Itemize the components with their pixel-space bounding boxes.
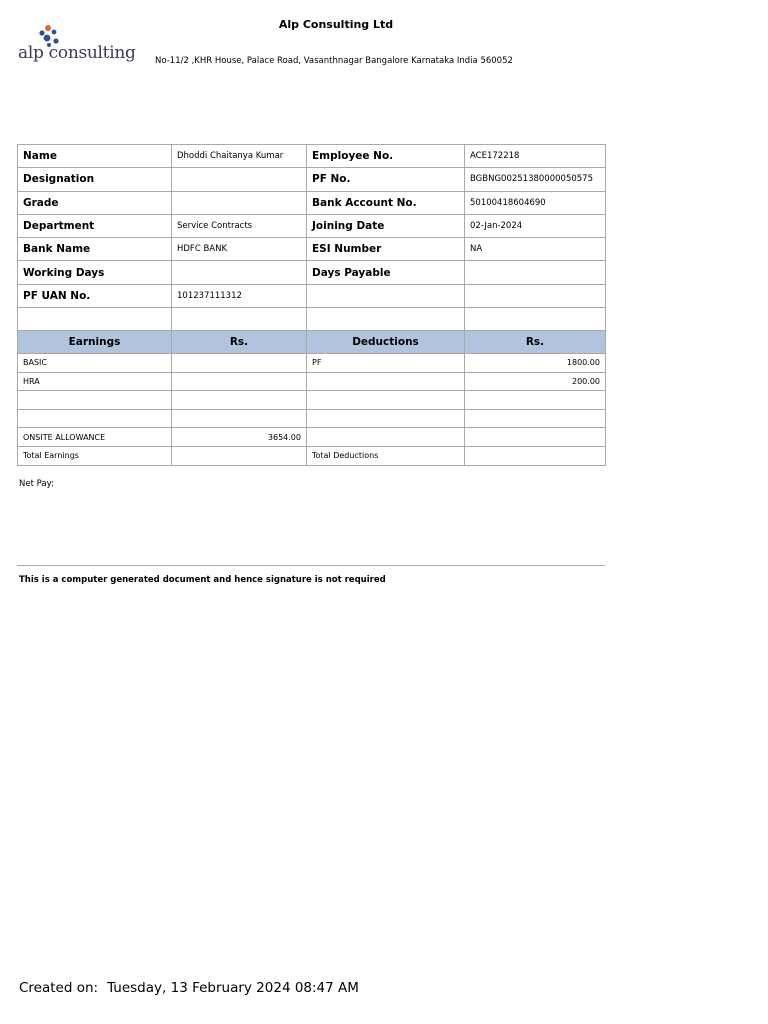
info-value: 02-Jan-2024 (465, 214, 606, 237)
info-label: ESI Number (307, 238, 465, 261)
info-row (18, 238, 606, 261)
info-label: Working Days (18, 261, 172, 284)
earning-amount (172, 409, 307, 428)
info-row (18, 168, 606, 191)
info-label: Employee No. (307, 145, 465, 168)
info-value: ACE172218 (465, 145, 606, 168)
info-label (307, 308, 465, 331)
deduction-name (307, 409, 465, 428)
info-row (18, 145, 606, 168)
created-label: Created on: (19, 980, 99, 996)
pay-row (18, 354, 606, 373)
deduction-name: PF (307, 354, 465, 373)
info-value: Service Contracts (172, 214, 307, 237)
info-value: BGBNG00251380000050575 (465, 168, 606, 191)
created-on (19, 980, 359, 996)
info-value (465, 261, 606, 284)
earnings-rs-header: Rs. (172, 331, 307, 354)
info-value (172, 261, 307, 284)
divider (17, 565, 605, 566)
company-name: Alp Consulting Ltd (278, 18, 394, 31)
info-value (465, 284, 606, 307)
info-value: 50100418604690 (465, 191, 606, 214)
info-row (18, 214, 606, 237)
info-row (18, 261, 606, 284)
info-label: Bank Name (18, 238, 172, 261)
info-label: Joining Date (307, 214, 465, 237)
earning-amount (172, 446, 307, 465)
earning-name: HRA (18, 372, 172, 391)
info-value (465, 308, 606, 331)
deduction-amount: 200.00 (465, 372, 606, 391)
info-value: HDFC BANK (172, 238, 307, 261)
employee-info-table (17, 144, 606, 331)
info-label: Bank Account No. (307, 191, 465, 214)
info-label: Days Payable (307, 261, 465, 284)
info-label: PF UAN No. (18, 284, 172, 307)
earning-amount (172, 372, 307, 391)
earning-name (18, 391, 172, 410)
earning-name: Total Earnings (18, 446, 172, 465)
earning-name: BASIC (18, 354, 172, 373)
info-row (18, 284, 606, 307)
info-value (172, 308, 307, 331)
pay-row (18, 428, 606, 447)
info-value (172, 168, 307, 191)
earnings-header: Earnings (18, 331, 172, 354)
earnings-deductions-table (17, 330, 606, 466)
info-label: Grade (18, 191, 172, 214)
deduction-amount: 1800.00 (465, 354, 606, 373)
deduction-name (307, 372, 465, 391)
created-timestamp: Tuesday, 13 February 2024 08:47 AM (107, 980, 359, 996)
info-row (18, 191, 606, 214)
pay-row (18, 372, 606, 391)
deduction-amount (465, 428, 606, 447)
deduction-name: Total Deductions (307, 446, 465, 465)
earning-amount (172, 354, 307, 373)
net-pay-label: Net Pay: (19, 479, 54, 489)
deduction-name (307, 428, 465, 447)
info-label: Designation (18, 168, 172, 191)
info-row (18, 308, 606, 331)
pay-row (18, 446, 606, 465)
logo-text: alp consulting (18, 43, 136, 63)
deduction-amount (465, 391, 606, 410)
info-label: Department (18, 214, 172, 237)
info-label: Name (18, 145, 172, 168)
company-address: No-11/2 ,KHR House, Palace Road, Vasanthnagar Bangalore Karnataka India 560052 (155, 56, 513, 66)
deductions-rs-header: Rs. (465, 331, 606, 354)
info-value: NA (465, 238, 606, 261)
deduction-name (307, 391, 465, 410)
deduction-amount (465, 409, 606, 428)
deductions-header: Deductions (307, 331, 465, 354)
info-value (172, 191, 307, 214)
info-value: 101237111312 (172, 284, 307, 307)
signature-disclaimer: This is a computer generated document and hence signature is not required (19, 575, 386, 585)
pay-row (18, 409, 606, 428)
pay-table-header-row (18, 331, 606, 354)
info-label (18, 308, 172, 331)
deduction-amount (465, 446, 606, 465)
info-value: Dhoddi Chaitanya Kumar (172, 145, 307, 168)
info-label (307, 284, 465, 307)
earning-amount (172, 391, 307, 410)
earning-name: ONSITE ALLOWANCE (18, 428, 172, 447)
pay-row (18, 391, 606, 410)
earning-amount: 3654.00 (172, 428, 307, 447)
info-label: PF No. (307, 168, 465, 191)
earning-name (18, 409, 172, 428)
